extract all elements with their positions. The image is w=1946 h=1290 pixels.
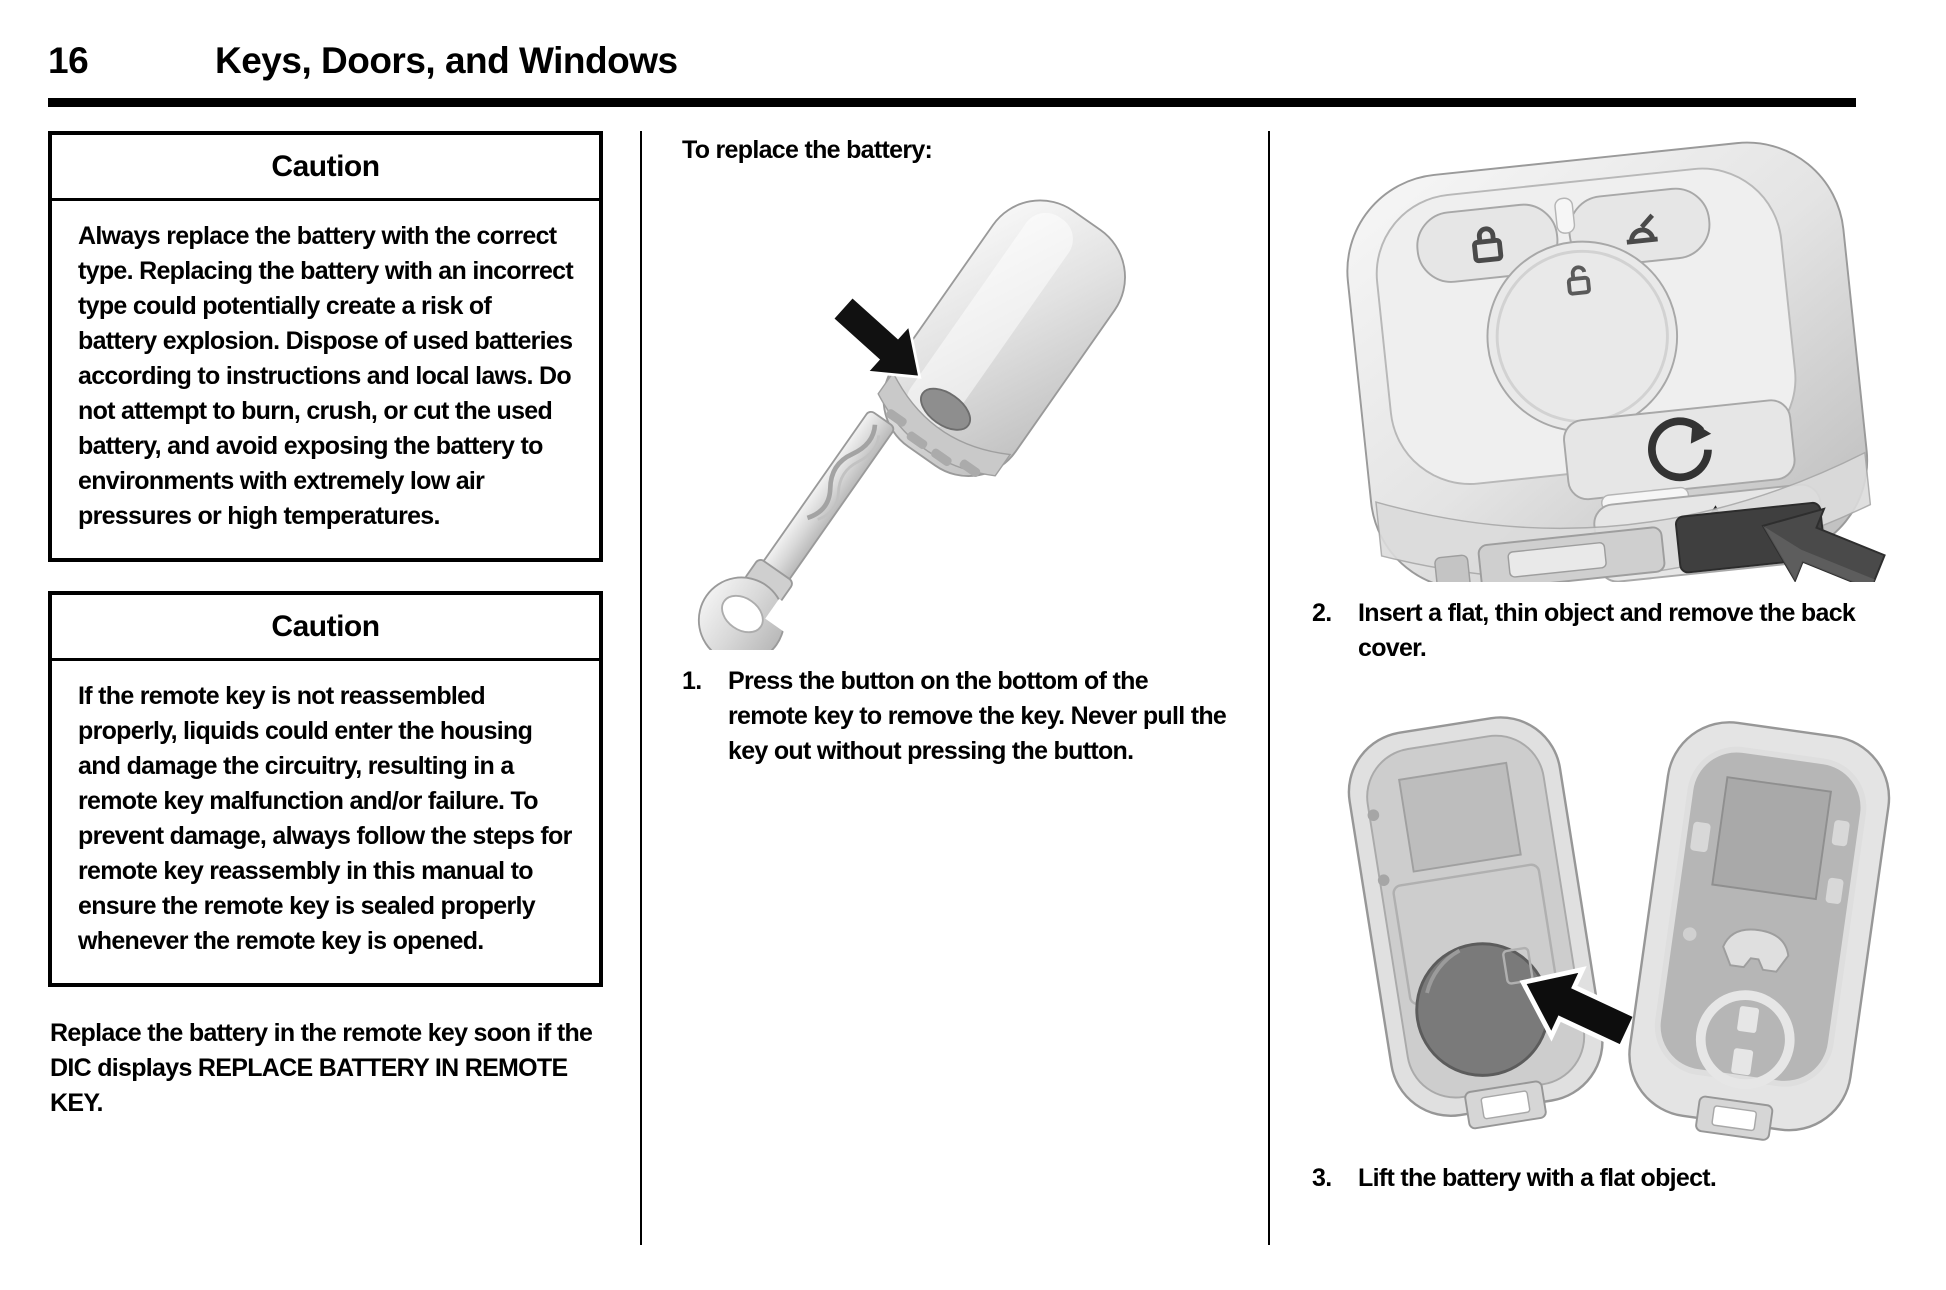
replace-battery-note: Replace the battery in the remote key soon if the DIC displays REPLACE BATTERY IN REMOTE KEY.: [50, 1019, 593, 1117]
front-cover-electronics: [1620, 714, 1897, 1147]
key-blade: [682, 394, 928, 650]
column-right: [1268, 131, 1946, 1245]
caution-title: Caution: [52, 595, 599, 661]
figure-remote-key-slot: [1312, 137, 1916, 582]
caution-body: If the remote key is not reassembled properly, liquids could enter the housing and damage the circuitry, resulting in a remote key malfunction and/or failure. To prevent damage, always follow the steps for remote key reassembly in this manual to ensure the remote key is sealed properly whenever the remote key is opened.: [78, 682, 572, 955]
step-1: [682, 664, 1232, 769]
step-number: 3.: [1312, 1164, 1332, 1192]
step-number: 1.: [682, 667, 702, 695]
figure-key-removal: [682, 186, 1232, 650]
column-left: [48, 131, 603, 1245]
step-text: Lift the battery with a flat object.: [1358, 1164, 1717, 1192]
remote-key-slot-illustration: [1312, 137, 1912, 582]
step-2: [1312, 596, 1916, 666]
open-shells-illustration: [1316, 692, 1916, 1147]
step-number: 2.: [1312, 599, 1332, 627]
page-title: Keys, Doors, and Windows: [215, 40, 678, 81]
key-removal-illustration: [682, 186, 1202, 650]
figure-open-shells: [1316, 692, 1916, 1147]
content-columns: [0, 131, 1946, 1245]
step-3: [1312, 1161, 1916, 1196]
column-middle: [640, 131, 1232, 1245]
page-header: [0, 0, 1946, 82]
intro-line: To replace the battery:: [682, 136, 933, 164]
step-text: Insert a flat, thin object and remove the back cover.: [1358, 599, 1856, 662]
page-number: 16: [48, 40, 89, 81]
remote-key-top-view: [1338, 137, 1878, 582]
step-text: Press the button on the bottom of the remote key to remove the key. Never pull the key out without pressing the button.: [728, 667, 1227, 765]
caution-body: Always replace the battery with the correct type. Replacing the battery with an incorrect type could potentially create a risk of battery explosion. Dispose of used batteries according to instructions and local laws. Do not attempt to burn, crush, or cut the used battery, and avoid exposing the battery to environments with extremely low air pressures or high temperatures.: [78, 222, 574, 530]
caution-box-battery-type: [48, 131, 603, 562]
header-rule: [48, 98, 1856, 107]
back-cover-with-battery: [1340, 709, 1613, 1140]
caution-title: Caution: [52, 135, 599, 201]
caution-box-reassembly: [48, 591, 603, 987]
